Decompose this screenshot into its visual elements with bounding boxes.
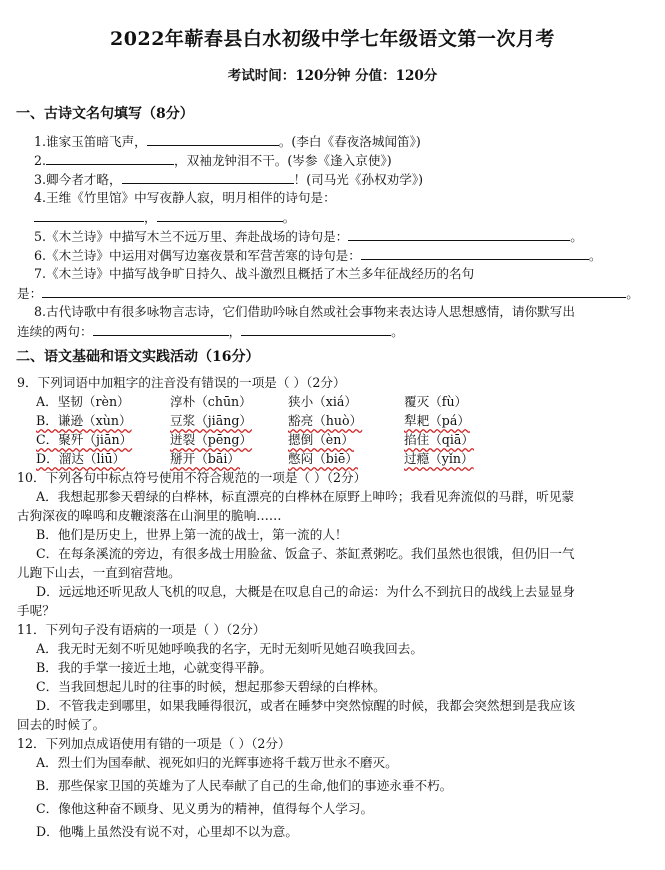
question-11-stem: 11．下列句子没有语病的一项是（ ）（2分） <box>17 622 266 637</box>
q9-option-a-word-4: 覆灭（fù） <box>404 394 468 409</box>
exam-title: 2022年蕲春县白水初级中学七年级语文第一次月考 <box>110 28 555 50</box>
q5-text: 5.《木兰诗》中描写木兰不远万里、奔赴战场的诗句是： <box>34 229 349 244</box>
q6-blank[interactable] <box>361 246 589 260</box>
q9-option-a[interactable]: A．坚韧（rèn） <box>36 394 130 409</box>
question-4: 4.王维《竹里馆》中写夜静人寂，明月相伴的诗句是： <box>34 190 336 205</box>
q9-option-a-word-3: 狭小（xiá） <box>288 394 358 409</box>
q10-option-d[interactable]: D．远远地还听见敌人飞机的叹息，大概是在叹息自己的命运：为什么不到抗日的战线上去显显身 <box>36 584 576 599</box>
q11-option-a[interactable]: A．我无时无刻不听见她呼唤我的名字，无时无刻听见她召唤我回去。 <box>36 641 423 656</box>
q10-option-c[interactable]: C．在每条溪流的旁边，有很多战士用脸盆、饭盒子、茶缸煮粥吃。我们虽然也很饿，但仍旧一气 <box>36 546 575 561</box>
q4-blank-2[interactable] <box>157 208 283 222</box>
section-2-heading: 二、语文基础和语文实践活动（16分） <box>16 349 260 365</box>
q7-blank[interactable] <box>42 284 626 298</box>
q3-prefix: 3.卿今者才略， <box>34 172 122 187</box>
q12-option-b[interactable]: B．那些保家卫国的英雄为了人民奉献了自己的生命,他们的事迹永垂不朽。 <box>36 778 453 793</box>
q10-option-d-cont: 手呢？ <box>17 603 55 618</box>
q4-blank-1[interactable] <box>34 208 144 222</box>
section-1-heading: 一、古诗文名句填写（8分） <box>16 106 194 122</box>
question-10-stem: 10．下列各句中标点符号使用不符合规范的一项是（ ）（2分） <box>17 470 367 485</box>
q7-cont: 是： <box>17 286 43 301</box>
q9-option-a-word-2: 淳朴（chūn） <box>170 394 252 409</box>
q4-comma: ， <box>144 210 157 225</box>
q2-suffix: ，双袖龙钟泪不干。(岑参《逢入京使》) <box>174 153 392 168</box>
question-3 <box>34 170 423 189</box>
q9-option-d-word-3: 憋闷（biē） <box>288 451 358 466</box>
q9-option-b[interactable]: B．谦逊（xùn） <box>36 413 132 428</box>
q2-blank[interactable] <box>46 151 174 165</box>
question-8: 8.古代诗歌中有很多咏物言志诗，它们借助吟咏自然或社会事物来表达诗人思想感情，请你默写出 <box>34 304 575 319</box>
q9-option-b-word-4: 犁耙（pá） <box>404 413 470 428</box>
q11-option-c[interactable]: C．当我回想起儿时的往事的时候，想起那参天碧绿的白桦林。 <box>36 679 386 694</box>
q7-period: 。 <box>626 286 639 301</box>
q8-period: 。 <box>391 324 404 339</box>
q10-option-a[interactable]: A．我想起那参天碧绿的白桦林，标直漂亮的白桦林在原野上呻吟；我看见奔流似的马群，听见蒙 <box>36 489 575 504</box>
question-7-answer-line <box>17 284 639 303</box>
q9-option-c[interactable]: C．聚歼（jiān） <box>36 432 133 447</box>
question-8-answer-line <box>17 322 404 341</box>
q9-option-c-word-2: 迸裂（pēng） <box>170 432 253 447</box>
q12-option-d[interactable]: D．他嘴上虽然没有说不对，心里却不以为意。 <box>36 824 298 839</box>
question-7: 7.《木兰诗》中描写战争旷日持久、战斗激烈且概括了木兰多年征战经历的名句 <box>34 266 475 281</box>
q6-period: 。 <box>588 248 602 263</box>
q3-suffix: ！(司马光《孙权劝学》) <box>293 172 424 187</box>
q9-option-c-word-4: 掐住（qiā） <box>404 432 474 447</box>
q12-option-c[interactable]: C．像他这种奋不顾身、见义勇为的精神，值得每个人学习。 <box>36 801 374 816</box>
q1-prefix: 1.谁家玉笛暗飞声， <box>34 134 147 149</box>
q11-option-d[interactable]: D．不管我走到哪里，如果我睡得很沉，或者在睡梦中突然惊醒的时候，我都会突然想到是我应该 <box>36 698 576 713</box>
q9-option-c-word-3: 摁倒（èn） <box>288 432 354 447</box>
q6-text: 6.《木兰诗》中运用对偶写边塞夜景和军营苦寒的诗句是： <box>34 248 361 263</box>
q9-option-d[interactable]: D．溜达（liū） <box>36 451 126 466</box>
q3-blank[interactable] <box>122 170 294 184</box>
q12-option-a[interactable]: A．烈士们为国奉献、视死如归的光辉事迹将千载万世永不磨灭。 <box>36 755 398 770</box>
question-1 <box>34 132 421 151</box>
q9-option-b-word-2: 豆浆（jiāng） <box>170 413 252 428</box>
question-2 <box>34 151 392 170</box>
q5-period: 。 <box>570 229 583 244</box>
exam-subtitle: 考试时间：120分钟 分值：120分 <box>227 68 438 84</box>
q8-cont: 连续的两句： <box>17 324 93 339</box>
q9-option-b-word-3: 豁亮（huò） <box>288 413 363 428</box>
q1-blank[interactable] <box>147 132 279 146</box>
question-6 <box>34 246 601 265</box>
q8-blank-1[interactable] <box>93 322 229 336</box>
q9-option-d-word-4: 过瘾（yǐn） <box>404 451 474 466</box>
q8-comma: ， <box>228 324 242 339</box>
q11-option-b[interactable]: B．我的手掌一接近土地，心就变得平静。 <box>36 660 272 675</box>
q11-option-d-cont: 回去的时候了。 <box>17 717 106 732</box>
q10-option-b[interactable]: B．他们是历史上，世界上第一流的战士，第一流的人！ <box>36 527 348 542</box>
q4-period: 。 <box>282 210 296 225</box>
q5-blank[interactable] <box>348 227 570 241</box>
q9-option-d-word-2: 掰开（bāi） <box>170 451 240 466</box>
q1-suffix: 。(李白《春夜洛城闻笛》) <box>278 134 421 149</box>
q2-prefix: 2. <box>34 153 47 168</box>
q8-blank-2[interactable] <box>241 322 391 336</box>
q10-option-c-cont: 儿跑下山去，一直到宿营地。 <box>17 565 181 580</box>
question-9-stem: 9．下列词语中加粗字的注音没有错误的一项是（ ）（2分） <box>17 375 346 390</box>
question-5 <box>34 227 583 246</box>
q10-option-a-cont: 古狗深夜的嗥鸣和皮鞭滚落在山涧里的脆响…… <box>17 508 282 523</box>
question-12-stem: 12．下列加点成语使用有错的一项是（ ）（2分） <box>17 736 291 751</box>
question-4-answer-line <box>34 208 295 227</box>
